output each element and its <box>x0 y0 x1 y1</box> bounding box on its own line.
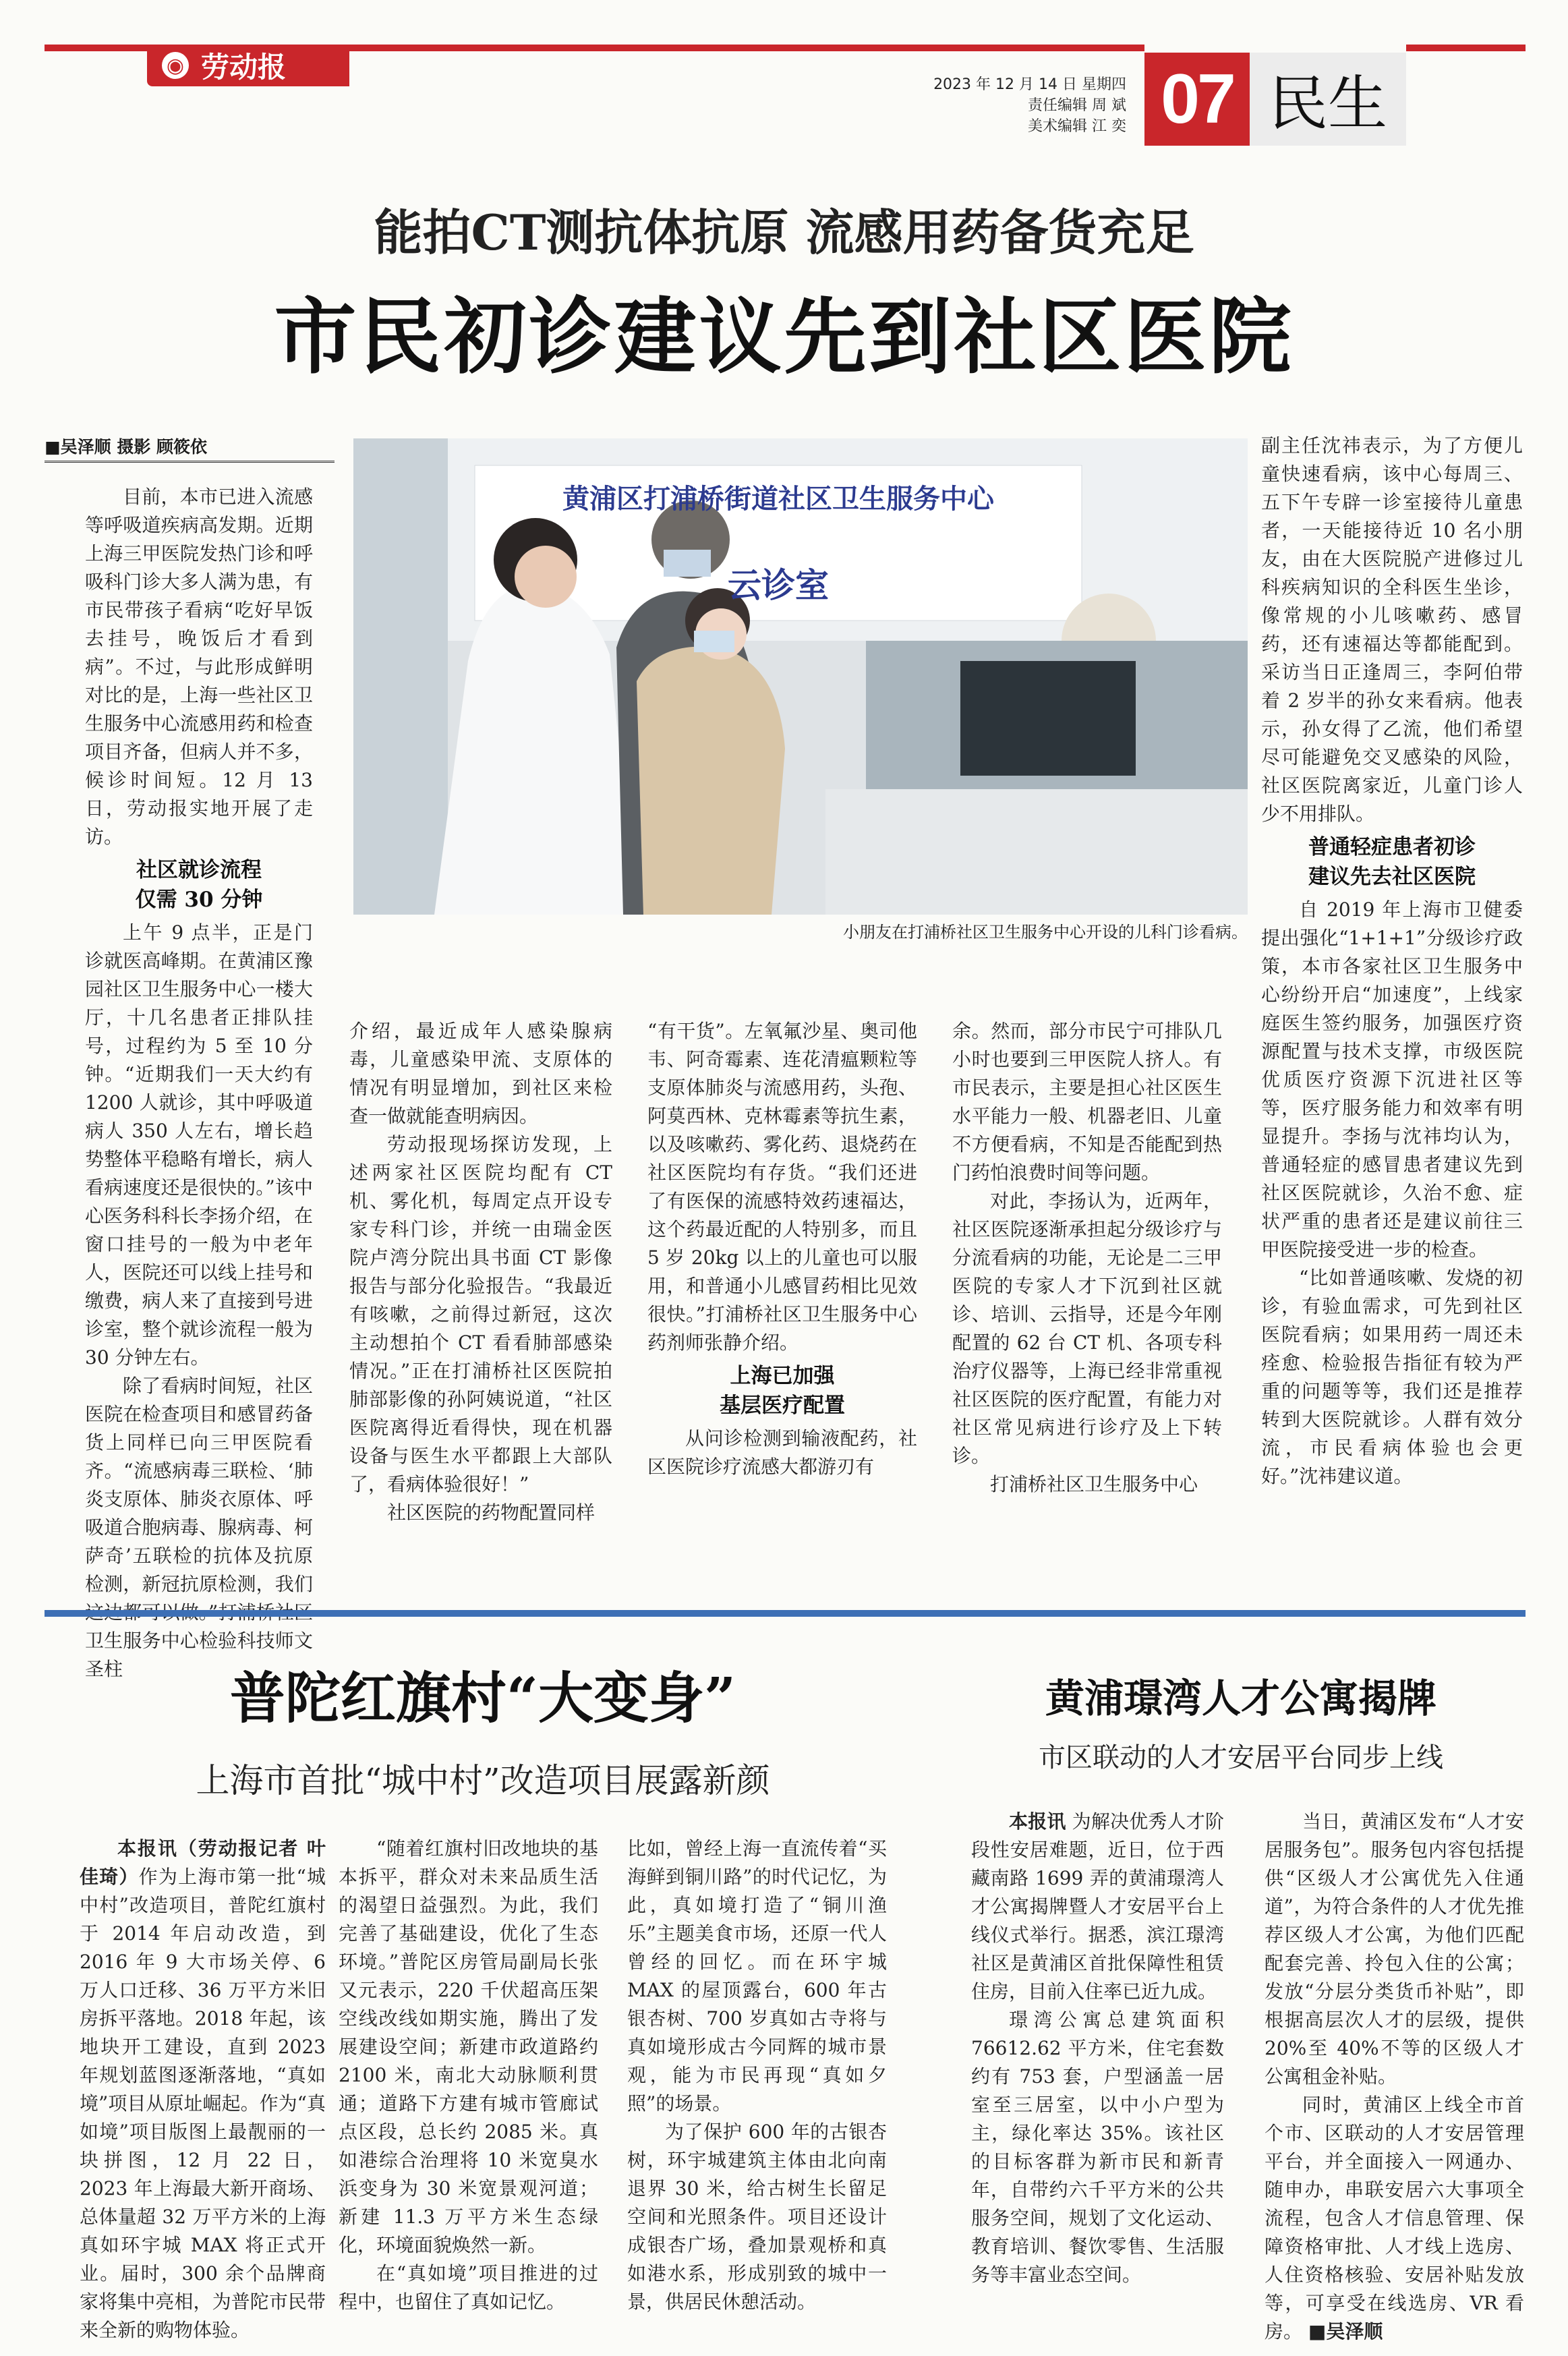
story2-col3-cont: 比如，曾经上海一直流传着“买海鲜到铜川路”的时代记忆，为此，真如境打造了“铜川渔乐”主题美食市场，还原一代人曾经的回忆。而在环宇城 MAX 的屋顶露台，600 年古银杏树、700 岁真如古寺将与真如境形成古今同辉的城市景观，能为市民再现“真如夕照”的场景。 <box>627 1837 887 2115</box>
lead-col-1 <box>85 483 313 1684</box>
top-rule-right <box>1406 45 1526 51</box>
logo-mark-icon: ◉ <box>162 52 189 79</box>
editor-line: 责任编辑 周 斌 <box>1028 97 1126 114</box>
story2-col-3 <box>627 1835 887 2316</box>
logo-text: 劳动报 <box>201 51 287 84</box>
lead-subhead-1-line1: 社区就诊流程 <box>136 858 262 882</box>
story3-dateline: 本报讯 <box>1009 1810 1066 1833</box>
story2-reporter: （劳动报记者 叶佳琦） <box>80 1837 326 1888</box>
story2-lead-para <box>80 1835 326 2345</box>
lead-col5-cont: 副主任沈祎表示，为了方便儿童快速看病，该中心每周三、五下午专辟一诊室接待儿童患者，一天能接待近 10 名小朋友，由在大医院脱产进修过儿科疾病知识的全科医生坐诊，像常规的小儿咳嗽药、感冒药，还有速福达等都能配到。采访当日正逢周三，李阿伯带着 2 岁半的孙女来看病。他表示，孙女得了乙流，他们希望尽可能避免交叉感染的风险，社区医院离家近，儿童门诊人少不用排队。 <box>1261 434 1523 825</box>
lead-col5-para: 自 2019 年上海市卫健委提出强化“1+1+1”分级诊疗政策，本市各家社区卫生服务中心纷纷开启“加速度”，上线家庭医生签约服务，加强医疗资源配置与技术支撑，市级医院优质医疗资源下沉进社区等等，医疗服务能力和效率有明显提升。李扬与沈祎均认为，普通轻症的感冒患者建议先到社区医院就诊，久治不愈、症状严重的患者还是建议前往三甲医院接受进一步的检查。 <box>1261 898 1523 1261</box>
lead-intro: 目前，本市已进入流感等呼吸道疾病高发期。近期上海三甲医院发热门诊和呼吸科门诊大多人满为患，有市民带孩子看病“吃好早饭去挂号，晚饭后才看到病”。不过，与此形成鲜明对比的是，上海一些社区卫生服务中心流感用药和检查项目齐备，但病人并不多，候诊时间短。12 月 13 日，劳动报实地开展了走访。 <box>85 486 313 848</box>
lead-subhead-3-line2: 建议先去社区医院 <box>1308 865 1476 889</box>
story3-lead-para <box>971 1808 1224 2006</box>
lead-col3-cont: “有干货”。左氧氟沙星、奥司他韦、阿奇霉素、连花清瘟颗粒等支原体肺炎与流感用药，头孢、阿莫西林、克林霉素等抗生素，以及咳嗽药、雾化药、退烧药在社区医院均有存货。“我们还进了有医保的流感特效药速福达，这个药最近配的人特别多，而且 5 岁 20kg 以上的儿童也可以服用，和普通小儿感冒药相比见效很快。”打浦桥社区卫生服务中心药剂师张静介绍。 <box>647 1020 917 1354</box>
section-label: 民生 <box>1250 53 1406 146</box>
story2-para-2: “随着红旗村旧改地块的基本拆平，群众对未来品质生活的渴望日益强烈。为此，我们完善了基础建设，优化了生态环境。”普陀区房管局副局长张又元表示，220 千伏超高压架空线改线如期实施，腾出了发展建设空间；新建市政道路约 2100 米，南北大动脉顺利贯通；道路下方建有城市管廊试点区段，总长约 2085 米。真如港综合治理将 10 米宽臭水浜变身为 30 米宽景观河道；新建 11.3 万平方米生态绿化，环境面貌焕然一新。 <box>339 1837 598 2256</box>
clinic-sign-line1: 黄浦区打浦桥街道社区卫生服务中心 <box>562 484 994 515</box>
story2-col-1 <box>80 1835 326 2345</box>
page-number: 07 <box>1144 53 1250 146</box>
lead-photo <box>353 438 1248 915</box>
story3-para-4 <box>1265 2091 1524 2346</box>
lead-subhead-3 <box>1261 832 1523 892</box>
story2-dateline: 本报讯 <box>117 1837 178 1860</box>
lead-col5-para-2: “比如普通咳嗽、发烧的初诊，有验血需求，可先到社区医院看病；如果用药一周还未痊愈、检验报告指征有较为严重的问题等等，我们还是推荐转到大医院就诊。人群有效分流，市民看病体验也会更好。”沈祎建议道。 <box>1261 1267 1523 1487</box>
lead-subhead-1 <box>85 855 313 915</box>
lead-col-3 <box>647 1017 917 1481</box>
story3-headline: 黄浦璟湾人才公寓揭牌 <box>1045 1675 1436 1721</box>
lead-subhead-3-line1: 普通轻症患者初诊 <box>1308 835 1476 859</box>
lead-byline: ■吴泽顺 摄影 顾筱依 <box>45 434 335 463</box>
story3-col-2 <box>1265 1808 1524 2346</box>
photo-caption: 小朋友在打浦桥社区卫生服务中心开设的儿科门诊看病。 <box>843 923 1248 942</box>
lead-col2-para: 劳动报现场探访发现，上述两家社区医院均配有 CT 机、雾化机，每周定点开设专家专科门诊，并统一由瑞金医院卢湾分院出具书面 CT 影像报告与部分化验报告。“我最近有咳嗽，之前得过新冠，这次主动想拍个 CT 看看肺部感染情况。”正在打浦桥社区医院拍肺部影像的孙阿姨说道，“社区医院离得近看得快，现在机器设备与医生水平都跟上大部队了，看病体验很好！” <box>349 1133 612 1495</box>
lead-para-2: 上午 9 点半，正是门诊就医高峰期。在黄浦区豫园社区卫生服务中心一楼大厅，十几名患者正排队挂号，过程约为 5 至 10 分钟。“近期我们一天大约有 1200 人就诊，其中呼吸道病人 350 人左右，增长趋势整体平稳略有增长，病人看病速度还是很快的。”该中心医务科科长李扬介绍，在窗口挂号的一般为中老年人，医院还可以线上挂号和缴费，病人来了直接到号进诊室，整个就诊流程一般为 30 分钟左右。 <box>85 921 313 1369</box>
story3-col-1 <box>971 1808 1224 2289</box>
lead-col-2 <box>349 1017 612 1527</box>
story2-para-3: 在“真如境”项目推进的过程中，也留住了真如记忆。 <box>339 2262 598 2313</box>
story2-para-4: 为了保护 600 年的古银杏树，环宇城建筑主体由北向南退界 30 米，给古树生长留足空间和光照条件。项目还设计成银杏广场，叠加景观桥和真如港水系，形成别致的城中一景，供居民休憩活动。 <box>627 2121 887 2313</box>
story3-para-4-text: 同时，黄浦区上线全市首个市、区联动的人才安居管理平台，并全面接入一网通办、随申办，串联安居六大事项全流程，包含人才信息管理、保障资格审批、人才线上选房、人住资格核验、安居补贴发放等，可享受在线选房、VR 看房。 <box>1265 2094 1524 2343</box>
lead-subhead-2-line2: 基层医疗配置 <box>720 1394 845 1418</box>
story3-subhead: 市区联动的人才安居平台同步上线 <box>1039 1742 1443 1773</box>
lead-col4-para-end: 打浦桥社区卫生服务中心 <box>990 1473 1198 1495</box>
lead-col3-para: 从问诊检测到输液配药，社区医院诊疗流感大都游刃有 <box>647 1427 917 1478</box>
story3-para-3: 当日，黄浦区发布“人才安居服务包”。服务包内容包括提供“区级人才公寓优先入住通道”，为符合条件的人才优先推荐区级人才公寓，为他们匹配配套完善、拎包入住的公寓；发放“分层分类货币补贴”，即根据高层次人才的层级，提供 20%至 40%不等的区级人才公寓租金补贴。 <box>1265 1810 1524 2088</box>
clinic-sign-line2: 云诊室 <box>728 566 829 605</box>
newspaper-logo <box>147 45 349 86</box>
story2-headline: 普陀红旗村“大变身” <box>229 1666 736 1731</box>
lead-col2-para-end: 社区医院的药物配置同样 <box>387 1501 596 1524</box>
lead-col4-cont: 余。然而，部分市民宁可排队几小时也要到三甲医院人挤人。有市民表示，主要是担心社区医生水平能力一般、机器老旧、儿童不方便看病，不知是否能配到热门药怕浪费时间等问题。 <box>952 1020 1222 1184</box>
story3-para-2: 璟湾公寓总建筑面积 76612.62 平方米，住宅套数约有 753 套，户型涵盖一居室至三居室，以中小户型为主，绿化率达 35%。该社区的目标客群为新市民和新青年，自带约六千平方米的公共服务空间，规划了文化运动、教育培训、餐饮零售、生活服务等丰富业态空间。 <box>971 2009 1224 2286</box>
story2-col-2 <box>339 1835 598 2316</box>
lead-col2-cont: 介绍，最近成年人感染腺病毒，儿童感染甲流、支原体的情况有明显增加，到社区来检查一做就能查明病因。 <box>349 1020 612 1127</box>
lead-subhead-2 <box>647 1361 917 1420</box>
story3-lead-text: 为解决优秀人才阶段性安居难题，近日，位于西藏南路 1699 弄的黄浦璟湾人才公寓揭牌暨人才安居平台上线仪式举行。据悉，滨江璟湾社区是黄浦区首批保障性租赁住房，目前入住率已近九成。 <box>971 1810 1224 2003</box>
section-divider <box>45 1610 1526 1617</box>
lead-col-5 <box>1261 432 1523 1491</box>
date-line: 2023 年 12 月 14 日 星期四 <box>933 76 1126 93</box>
lead-kicker: 能拍CT测抗体抗原 流感用药备货充足 <box>374 204 1194 261</box>
lead-subhead-1-line2: 仅需 30 分钟 <box>135 888 263 912</box>
issue-meta <box>904 74 1126 137</box>
story2-lead-text: 作为上海市第一批“城中村”改造项目，普陀红旗村于 2014 年启动改造，到 2016 年 9 大市场关停、6 万人口迁移、36 万平方米旧房拆平落地。2018 年起，该地块开工建设，直到 2023 年规划蓝图逐渐落地，“真如境”项目从原址崛起。作为“真如境”项目版图上最靓丽的一块拼图，12 月 22 日，2023 年上海最大新开商场、总体量超 32 万平方米的上海真如环宇城 MAX 将正式开业。届时，300 余个品牌商家将集中亮相，为普陀市民带来全新的购物体验。 <box>80 1866 326 2341</box>
story2-subhead: 上海市首批“城中村”改造项目展露新颜 <box>196 1761 770 1800</box>
lead-col4-para: 对此，李扬认为，近两年，社区医院逐渐承担起分级诊疗与分流看病的功能，无论是二三甲医院的专家人才下沉到社区就诊、培训、云指导，还是今年刚配置的 62 台 CT 机、各项专科治疗仪器等，上海已经非常重视社区医院的医疗配置，有能力对社区常见病进行诊疗及上下转诊。 <box>952 1190 1222 1467</box>
lead-subhead-2-line1: 上海已加强 <box>730 1364 835 1388</box>
lead-para-3: 除了看病时间短，社区医院在检查项目和感冒药备货上同样已向三甲医院看齐。“流感病毒三联检、‘肺炎支原体、肺炎衣原体、呼吸道合胞病毒、腺病毒、柯萨奇’五联检的抗体及抗原检测，新冠抗原检测，我们 卫生服务中心检验科技师文圣柱 <box>85 1375 313 1680</box>
art-editor-line: 美术编辑 江 奕 <box>1028 118 1126 135</box>
lead-col-4 <box>952 1017 1222 1499</box>
lead-headline: 市民初诊建议先到社区医院 <box>274 288 1294 385</box>
story3-signoff: ■吴泽顺 <box>1308 2320 1383 2343</box>
